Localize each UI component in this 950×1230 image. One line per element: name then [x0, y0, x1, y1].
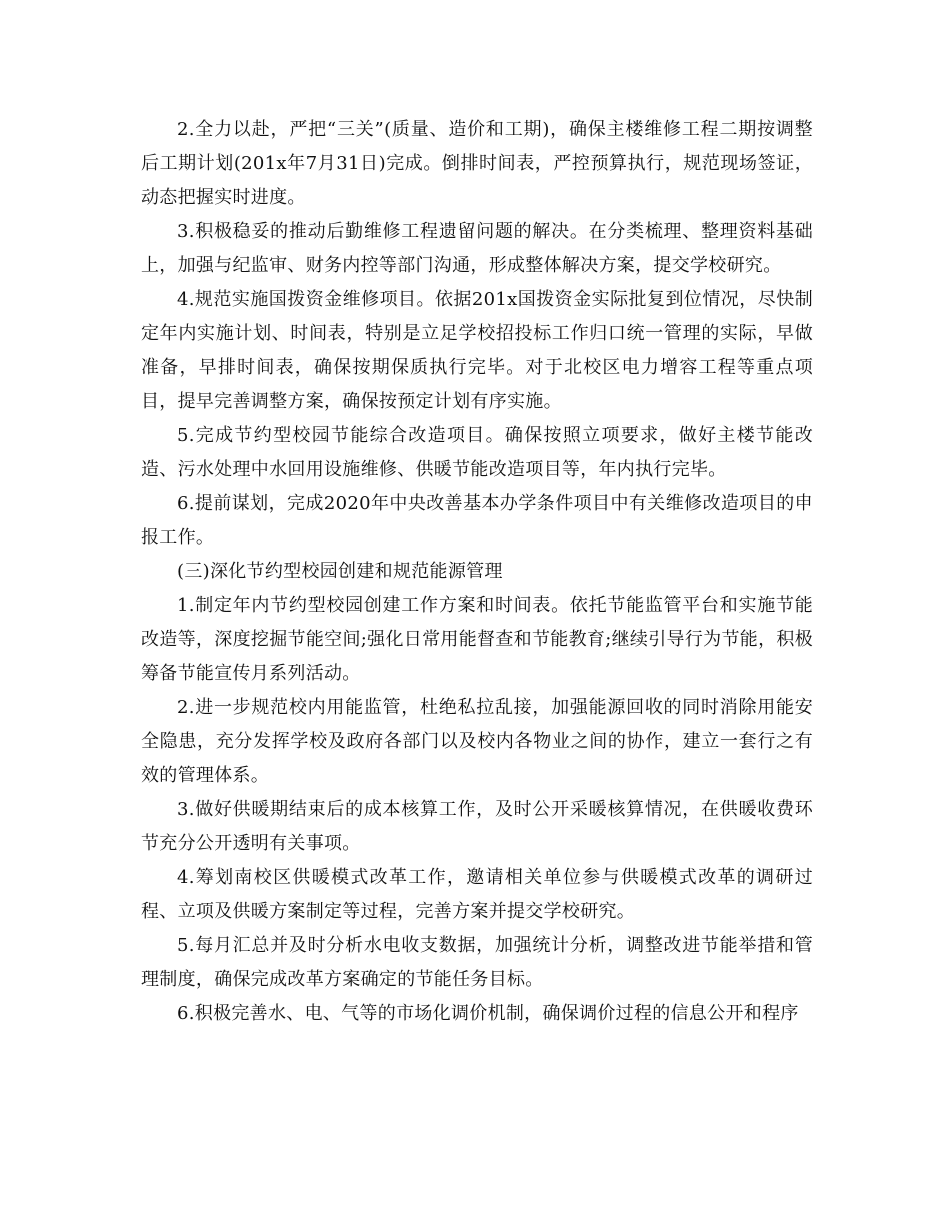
- paragraph-6-pricing-mechanism: 6.积极完善水、电、气等的市场化调价机制，确保调价过程的信息公开和程序: [177, 1003, 799, 1024]
- paragraph-1-campus-plan: 1.制定年内节约型校园创建工作方案和时间表。依托节能监管平台和实施节能改造等，深度挖掘节能空间;强化日常用能督查和节能教育;继续引导行为节能，积极筹备节能宣传月系列活动。: [141, 595, 813, 684]
- paragraph-2-three-checks: 2.全力以赴，严把“三关”(质量、造价和工期)，确保主楼维修工程二期按调整后工期计划(201x年7月31日)完成。倒排时间表，严控预算执行，规范现场签证，动态把握实时进度。: [141, 119, 813, 208]
- paragraph-2-energy-supervision: 2.进一步规范校内用能监管，杜绝私拉乱接，加强能源回收的同时消除用能安全隐患，充分发挥学校及政府各部门以及校内各物业之间的协作，建立一套行之有效的管理体系。: [141, 697, 813, 786]
- paragraph-4-heating-reform: 4.筹划南校区供暖模式改革工作，邀请相关单位参与供暖模式改革的调研过程、立项及供暖方案制定等过程，完善方案并提交学校研究。: [141, 867, 813, 922]
- paragraph-5-energy-retrofit: 5.完成节约型校园节能综合改造项目。确保按照立项要求，做好主楼节能改造、污水处理中水回用设施维修、供暖节能改造项目等，年内执行完毕。: [141, 425, 813, 480]
- document-body: [141, 113, 813, 1031]
- paragraph-5-monthly-analysis: 5.每月汇总并及时分析水电收支数据，加强统计分析，调整改进节能举措和管理制度，确保完成改革方案确定的节能任务目标。: [141, 935, 813, 990]
- section-heading-energy-management: (三)深化节约型校园创建和规范能源管理: [177, 561, 503, 582]
- paragraph-6-project-application: 6.提前谋划，完成2020年中央改善基本办学条件项目中有关维修改造项目的申报工作。: [141, 493, 813, 548]
- paragraph-4-state-funded-repairs: 4.规范实施国拨资金维修项目。依据201x国拨资金实际批复到位情况，尽快制定年内实施计划、时间表，特别是立足学校招投标工作归口统一管理的实际，早做准备，早排时间表，确保按期保质执行完毕。对于北校区电力增容工程等重点项目，提早完善调整方案，确保按预定计划有序实施。: [141, 289, 813, 412]
- paragraph-3-heating-cost: 3.做好供暖期结束后的成本核算工作，及时公开采暖核算情况，在供暖收费环节充分公开透明有关事项。: [141, 799, 813, 854]
- paragraph-3-legacy-issues: 3.积极稳妥的推动后勤维修工程遗留问题的解决。在分类梳理、整理资料基础上，加强与纪监审、财务内控等部门沟通，形成整体解决方案，提交学校研究。: [141, 221, 813, 276]
